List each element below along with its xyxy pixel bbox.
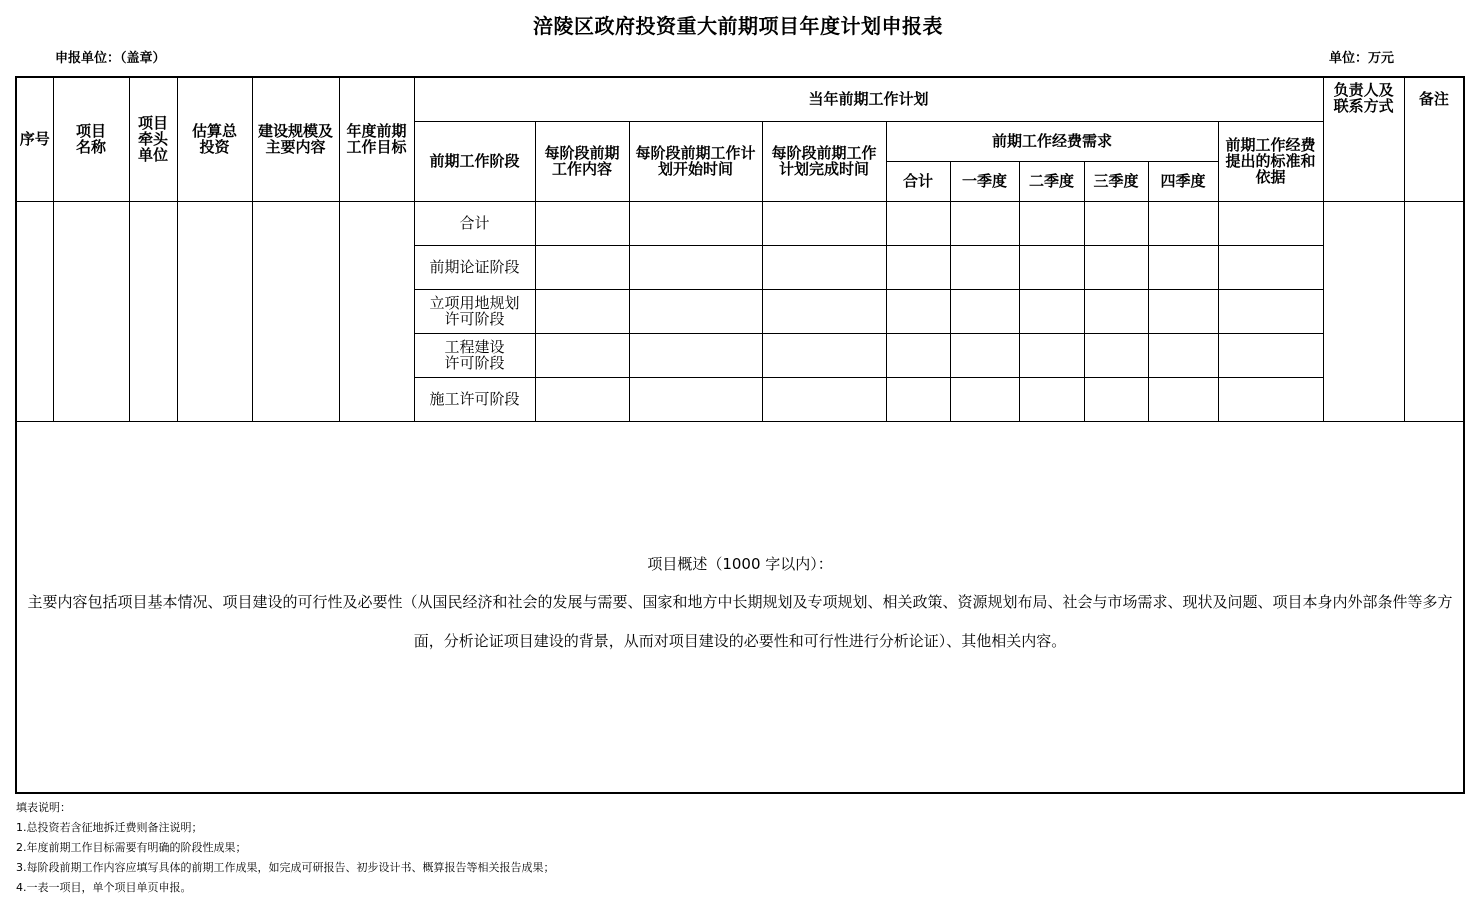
cell-scale-content[interactable]: [252, 201, 339, 421]
instruction-item: 4.一表一项目，单个项目单页申报。: [16, 881, 192, 894]
header-stage: 前期工作阶段: [414, 121, 535, 201]
instruction-item: 2.年度前期工作目标需要有明确的阶段性成果；: [16, 841, 247, 854]
cell-input[interactable]: [950, 245, 1019, 289]
header-est-investment: [177, 77, 252, 201]
header-scale-content-text: 建设规模及主要内容: [257, 122, 333, 157]
cell-input[interactable]: [1148, 289, 1218, 333]
header-stage-content: [535, 121, 629, 201]
header-end-time: [762, 121, 886, 201]
cell-input[interactable]: [1019, 377, 1084, 421]
header-responsible-text: 负责人及联系方式: [1333, 81, 1394, 115]
cell-input[interactable]: [535, 289, 629, 333]
cell-input[interactable]: [1148, 245, 1218, 289]
header-q4: 四季度: [1148, 161, 1218, 201]
stage-label-land-planning: [414, 289, 535, 333]
stage-label-land-planning-text: 立项用地规划许可阶段: [429, 294, 520, 328]
header-standard-text: 前期工作经费提出的标准和依据: [1225, 136, 1316, 186]
cell-input[interactable]: [1019, 289, 1084, 333]
cell-input[interactable]: [1218, 333, 1323, 377]
header-remarks: 备注: [1404, 77, 1464, 201]
instruction-item: 3.每阶段前期工作内容应填写具体的前期工作成果，如完成可研报告、初步设计书、概算报告等相关报告成果；: [16, 861, 555, 874]
declaring-unit-label: 申报单位：（盖章）: [55, 51, 166, 66]
header-q1: 一季度: [950, 161, 1019, 201]
project-overview-body: 主要内容包括项目基本情况、项目建设的可行性及必要性（从国民经济和社会的发展与需要、国家和地方中长期规划及专项规划、相关政策、资源规划布局、社会与市场需求、现状及问题、项目本身内外部条件等多方面，分析论证项目建设的背景，从而对项目建设的必要性和可行性进行分析论证）、其他相关内容。: [27, 592, 1453, 650]
cell-responsible[interactable]: [1323, 201, 1404, 421]
cell-input[interactable]: [886, 377, 950, 421]
header-annual-goal-text: 年度前期工作目标: [346, 122, 407, 157]
header-lead-unit: [129, 77, 177, 201]
cell-input[interactable]: [535, 201, 629, 245]
header-start-time: [629, 121, 762, 201]
header-project-name: [53, 77, 129, 201]
header-responsible: [1323, 77, 1404, 201]
cell-input[interactable]: [762, 201, 886, 245]
header-scale-content: [252, 77, 339, 201]
instruction-item: 1.总投资若含征地拆迁费则备注说明；: [16, 821, 203, 834]
form-title: 涪陵区政府投资重大前期项目年度计划申报表: [533, 14, 943, 38]
cell-input[interactable]: [886, 289, 950, 333]
cell-input[interactable]: [1084, 201, 1148, 245]
cell-input[interactable]: [886, 245, 950, 289]
cell-input[interactable]: [535, 377, 629, 421]
cell-lead-unit[interactable]: [129, 201, 177, 421]
cell-input[interactable]: [1148, 333, 1218, 377]
unit-label: 单位：万元: [1329, 51, 1395, 66]
header-funding: 前期工作经费需求: [886, 121, 1218, 161]
cell-input[interactable]: [762, 289, 886, 333]
instructions-heading: 填表说明：: [16, 801, 71, 814]
stage-label-feasibility: 前期论证阶段: [414, 245, 535, 289]
stage-label-building-permit: 施工许可阶段: [414, 377, 535, 421]
header-start-time-text: 每阶段前期工作计划开始时间: [635, 144, 756, 178]
cell-input[interactable]: [1218, 245, 1323, 289]
header-standard: [1218, 121, 1323, 201]
filling-instructions: [16, 798, 555, 898]
stage-label-construction-permit-text: 工程建设许可阶段: [444, 338, 505, 372]
cell-annual-goal[interactable]: [339, 201, 414, 421]
header-est-investment-text: 估算总投资: [191, 122, 237, 157]
application-form-table: [15, 76, 1465, 794]
cell-remarks[interactable]: [1404, 201, 1464, 421]
cell-input[interactable]: [1019, 245, 1084, 289]
cell-input[interactable]: [629, 377, 762, 421]
cell-input[interactable]: [1084, 377, 1148, 421]
stage-label-construction-permit: [414, 333, 535, 377]
cell-input[interactable]: [629, 201, 762, 245]
cell-input[interactable]: [950, 201, 1019, 245]
cell-input[interactable]: [950, 377, 1019, 421]
cell-input[interactable]: [1084, 245, 1148, 289]
header-end-time-text: 每阶段前期工作计划完成时间: [771, 144, 877, 178]
cell-est-investment[interactable]: [177, 201, 252, 421]
header-project-name-text: 项目名称: [75, 122, 106, 157]
header-lead-unit-text: 项目牵头单位: [137, 114, 168, 165]
cell-input[interactable]: [535, 333, 629, 377]
header-q2: 二季度: [1019, 161, 1084, 201]
cell-input[interactable]: [1084, 289, 1148, 333]
header-q3: 三季度: [1084, 161, 1148, 201]
cell-input[interactable]: [762, 245, 886, 289]
cell-input[interactable]: [629, 289, 762, 333]
cell-input[interactable]: [950, 289, 1019, 333]
cell-input[interactable]: [1218, 289, 1323, 333]
cell-input[interactable]: [1148, 377, 1218, 421]
header-seq: 序号: [16, 77, 53, 201]
cell-input[interactable]: [1218, 377, 1323, 421]
cell-input[interactable]: [629, 245, 762, 289]
cell-input[interactable]: [1084, 333, 1148, 377]
cell-input[interactable]: [1148, 201, 1218, 245]
cell-input[interactable]: [762, 333, 886, 377]
header-total: 合计: [886, 161, 950, 201]
project-overview-cell[interactable]: [16, 421, 1464, 793]
stage-label-total: 合计: [414, 201, 535, 245]
header-annual-goal: [339, 77, 414, 201]
cell-input[interactable]: [886, 333, 950, 377]
cell-project-name[interactable]: [53, 201, 129, 421]
header-current-plan: 当年前期工作计划: [414, 77, 1323, 121]
cell-input[interactable]: [535, 245, 629, 289]
header-stage-content-text: 每阶段前期工作内容: [544, 144, 620, 178]
cell-input[interactable]: [1019, 201, 1084, 245]
cell-seq[interactable]: [16, 201, 53, 421]
cell-input[interactable]: [886, 201, 950, 245]
cell-input[interactable]: [1019, 333, 1084, 377]
cell-input[interactable]: [950, 333, 1019, 377]
cell-input[interactable]: [1218, 201, 1323, 245]
project-overview-label: 项目概述（1000 字以内）：: [647, 554, 833, 573]
cell-input[interactable]: [762, 377, 886, 421]
cell-input[interactable]: [629, 333, 762, 377]
